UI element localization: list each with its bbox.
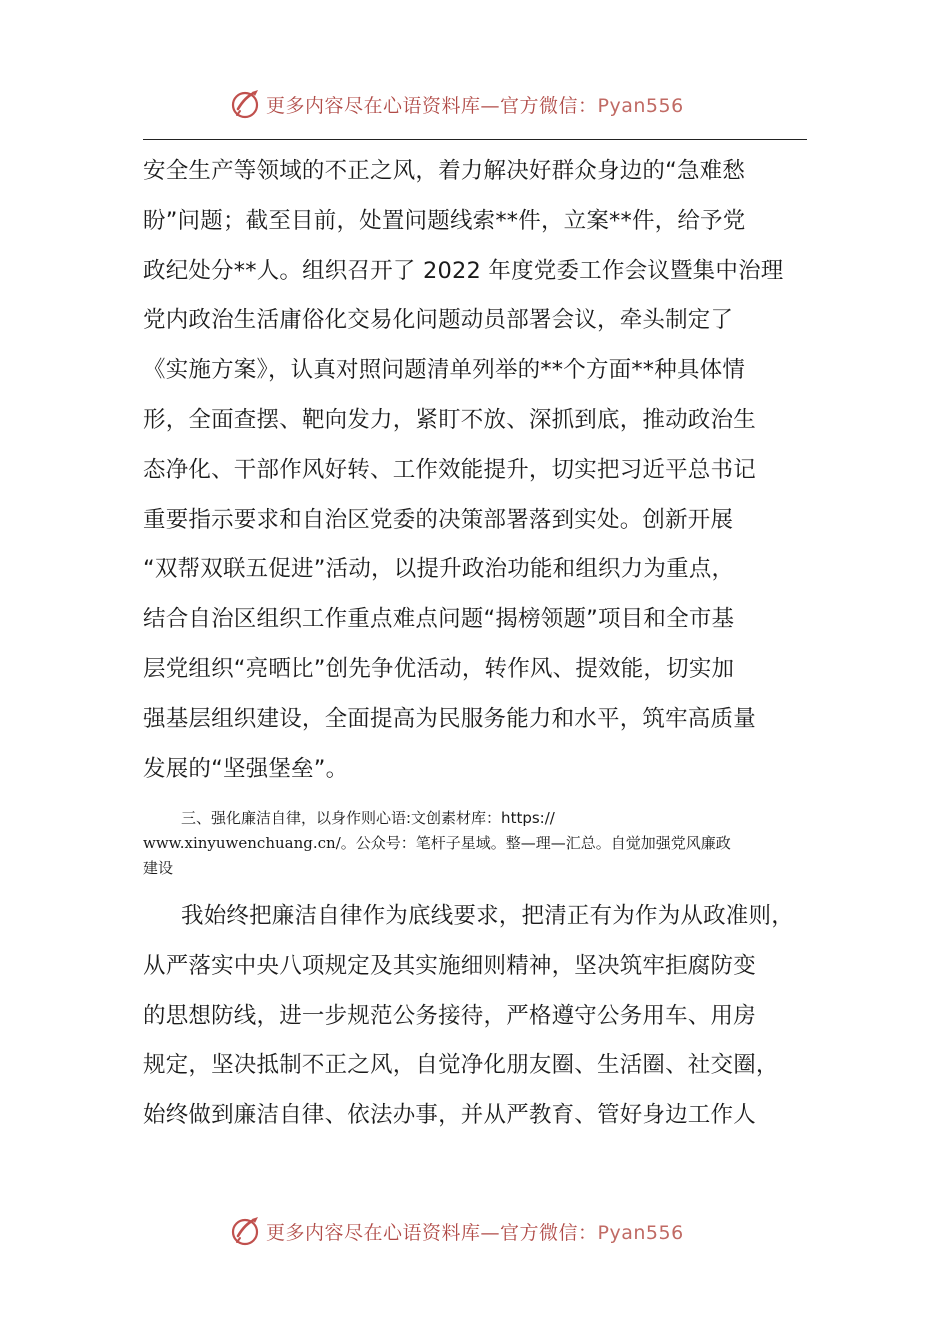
- paragraph-line: 结合自治区组织工作重点难点问题“揭榜领题”项目和全市基: [143, 606, 735, 633]
- heading-line: www.xinyuwenchuang.cn/。公众号：笔杆子星域。整—理—汇总。自觉加强党风廉政: [143, 834, 731, 852]
- footer-banner-text: 更多内容尽在心语资料库—官方微信：Pyan556: [266, 1221, 684, 1244]
- paragraph-line: 我始终把廉洁自律作为底线要求，把清正有为作为从政准则，: [181, 903, 794, 929]
- website-link[interactable]: www.xinyuwenchuang.cn/: [143, 834, 341, 852]
- footer-banner: [228, 1211, 684, 1251]
- paragraph-line: 安全生产等领域的不正之风，着力解决好群众身边的“急难愁: [143, 158, 746, 184]
- header-banner: [228, 84, 684, 124]
- paragraph-line: 的思想防线，进一步规范公务接待，严格遵守公务用车、用房: [143, 1002, 756, 1029]
- paragraph-line: 态净化、干部作风好转、工作效能提升，切实把习近平总书记: [143, 456, 756, 483]
- paragraph-line: 党内政治生活庸俗化交易化问题动员部署会议，牵头制定了: [143, 307, 734, 334]
- header-divider: [143, 139, 807, 140]
- paragraph-1: [143, 147, 823, 794]
- pen-logo-icon: [228, 1214, 262, 1248]
- paragraph-line: 《实施方案》，认真对照问题清单列举的**个方面**种具体情: [143, 357, 746, 384]
- header-banner-text: 更多内容尽在心语资料库—官方微信：Pyan556: [266, 94, 684, 117]
- section-heading: [143, 806, 813, 881]
- heading-line: 建设: [143, 859, 174, 877]
- pen-logo-icon: [228, 87, 262, 121]
- paragraph-line: 从严落实中央八项规定及其实施细则精神，坚决筑牢拒腐防变: [143, 952, 756, 979]
- paragraph-line: 形，全面查摆、靶向发力，紧盯不放、深抓到底，推动政治生: [143, 406, 756, 433]
- paragraph-line: 发展的“坚强堡垒”。: [143, 755, 349, 782]
- paragraph-line: 始终做到廉洁自律、依法办事，并从严教育、管好身边工作人: [143, 1102, 756, 1129]
- paragraph-line: 重要指示要求和自治区党委的决策部署落到实处。创新开展: [143, 506, 734, 533]
- heading-line: 三、强化廉洁自律，以身作则心语:文创素材库：https://: [181, 809, 555, 827]
- paragraph-2: [143, 892, 823, 1141]
- paragraph-line: 层党组织“亮晒比”创先争优活动，转作风、提效能，切实加: [143, 655, 735, 682]
- paragraph-line: 规定，坚决抵制不正之风，自觉净化朋友圈、生活圈、社交圈，: [143, 1052, 779, 1079]
- paragraph-line: 强基层组织建设，全面提高为民服务能力和水平，筑牢高质量: [143, 705, 756, 732]
- paragraph-line: 政纪处分**人。组织召开了 2022 年度党委工作会议暨集中治理: [143, 257, 784, 284]
- paragraph-line: “双帮双联五促进”活动，以提升政治功能和组织力为重点，: [143, 556, 735, 583]
- paragraph-line: 盼”问题；截至目前，处置问题线索**件，立案**件，给予党: [143, 207, 746, 234]
